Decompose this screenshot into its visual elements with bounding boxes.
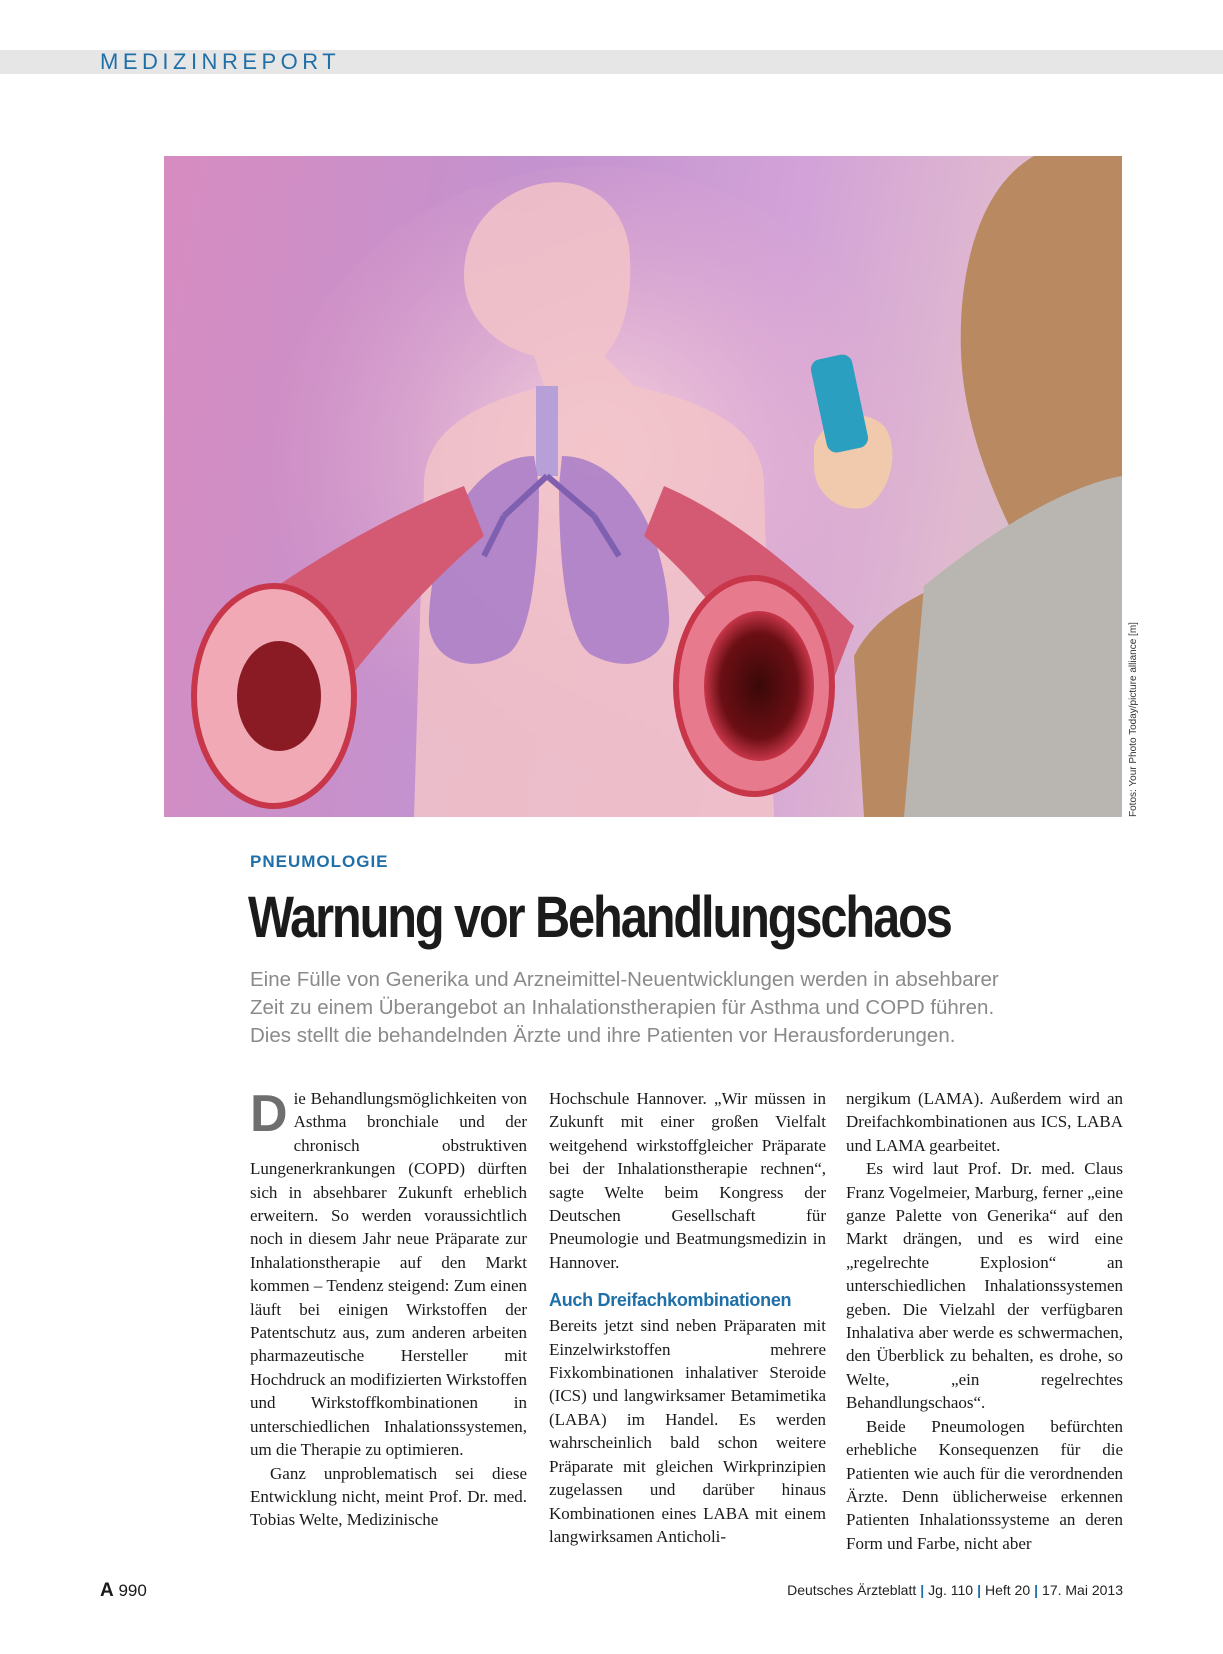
column-2 [549, 1087, 826, 1548]
page-prefix: A [100, 1580, 114, 1601]
deck-line: Zeit zu einem Überangebot an Inhalationstherapien für Asthma und COPD führen. [250, 996, 995, 1019]
dropcap: D [250, 1085, 288, 1143]
body-paragraph: Ganz unproblematisch sei diese Entwicklung nicht, meint Prof. Dr. med. Tobias Welte, Medizinische [250, 1463, 527, 1530]
body-paragraph: Hochschule Hannover. „Wir müssen in Zukunft mit einer großen Vielfalt weitgehend wirkstoffgleicher Präparate bei der Inhalationstherapie rechnen“, sagte Welte beim Kongress der Deutschen Gesellschaft für Pneumologie und Beatmungsmedizin in Hannover. [549, 1089, 826, 1272]
subheading: Auch Dreifachkombinationen [549, 1290, 792, 1311]
body-paragraph: ie Behandlungsmöglichkeiten von Asthma bronchiale und der chronisch obstruktiven Lungenerkrankungen (COPD) dürften sich in absehbarer Zukunft erheblich erweitern. So werden voraussichtlich noch in diesem Jahr neue Präparate zur Inhalationstherapie auf den Markt kommen – Tendenz steigend: Zum einen läuft bei einigen Wirkstoffen der Patentschutz aus, zum anderen arbeiten pharmazeutische Hersteller mit Hochdruck an modifizierten Wirkstoffen und Wirkstoffkombinationen in unterschiedlichen Inhalationssystemen, um die Therapie zu optimieren. [250, 1089, 527, 1460]
deck-line: Dies stellt die behandelnden Ärzte und ihre Patienten vor Herausforderungen. [250, 1024, 956, 1047]
page-folio [100, 1580, 147, 1602]
article-kicker: PNEUMOLOGIE [250, 852, 389, 871]
column-1 [250, 1087, 527, 1532]
article-headline: Warnung vor Behandlungschaos [248, 885, 951, 950]
deck-line: Eine Fülle von Generika und Arzneimittel-Neuentwicklungen werden in absehbarer [250, 968, 999, 991]
journal-issue: Heft 20 [984, 1582, 1031, 1598]
journal-name: Deutsches Ärzteblatt [787, 1582, 917, 1598]
page-number: 990 [118, 1581, 147, 1600]
journal-date: 17. Mai 2013 [1042, 1582, 1123, 1598]
article-deck [250, 966, 1130, 1050]
body-paragraph: nergikum (LAMA). Außerdem wird an Dreifachkombinationen aus ICS, LABA und LAMA gearbeitet. [846, 1089, 1123, 1155]
column-3 [846, 1087, 1123, 1555]
body-paragraph: Es wird laut Prof. Dr. med. Claus Franz Vogelmeier, Marburg, ferner „eine ganze Palette von Generika“ auf den Markt drängen, und es wird eine „regelrechte Explosion“ an unterschiedlichen Inhalationssystemen geben. Die Vielzahl der verfügbaren Inhalativa aber werde es schwermachen, den Überblick zu behalten, es drohe, so Welte, „ein regelrechtes Behandlungschaos“. [846, 1159, 1123, 1413]
journal-footer: Deutsches Ärzteblatt | Jg. 110 | Heft 20 | 17. Mai 2013 [787, 1582, 1123, 1598]
section-label: MEDIZINREPORT [100, 49, 341, 74]
body-paragraph: Beide Pneumologen befürchten erhebliche Konsequenzen für die Patienten wie auch für die verordnenden Ärzte. Denn üblicherweise erkennen Patienten Inhalationssysteme an deren Form und Farbe, nicht aber [846, 1416, 1123, 1553]
journal-volume: Jg. 110 [928, 1582, 974, 1598]
body-paragraph: Bereits jetzt sind neben Präparaten mit Einzelwirkstoffen mehrere Fixkombinationen inhalativer Steroide (ICS) und langwirksamer Betamimetika (LABA) im Handel. Es werden wahrscheinlich bald schon weitere Präparate mit gleichen Wirkprinzipien zugelassen und darüber hinaus Kombinationen eines LABA mit einem langwirksamen Anticholi- [549, 1316, 826, 1546]
lungs-inhaler-illustration-icon [164, 156, 1122, 817]
photo-credit: Fotos: Your Photo Today/picture alliance [m] [1128, 622, 1139, 817]
